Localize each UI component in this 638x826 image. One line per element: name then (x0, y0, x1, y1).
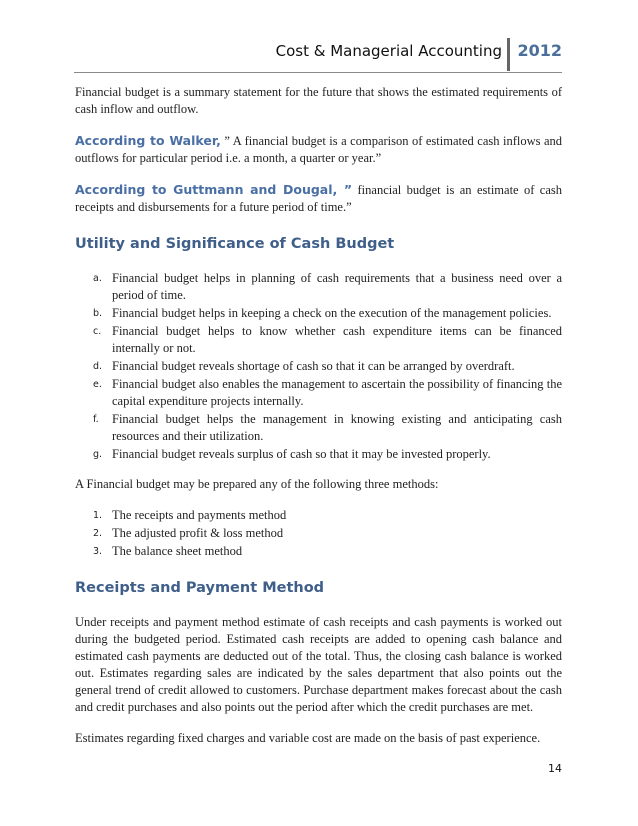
list-item (75, 446, 562, 463)
list-marker: c. (93, 326, 102, 337)
guttmann-text: financial budget is an estimate of cash receipts and disbursements for a future period of time.” (75, 183, 562, 214)
list-item-text: The adjusted profit & loss method (112, 526, 284, 540)
list-item (75, 358, 562, 375)
list-item (75, 543, 562, 560)
list-marker: 3. (93, 546, 103, 557)
page-header (74, 38, 562, 73)
header-title: Cost & Managerial Accounting (275, 42, 502, 60)
list-marker: b. (93, 308, 103, 319)
list-item-text: Financial budget reveals shortage of cash so that it can be arranged by overdraft. (112, 359, 515, 373)
list-marker: a. (93, 273, 102, 284)
page-content (75, 84, 562, 761)
methods-intro: A Financial budget may be prepared any of the following three methods: (75, 477, 439, 491)
methods-list (75, 507, 562, 560)
estimates-paragraph: Estimates regarding fixed charges and variable cost are made on the basis of past experience. (75, 731, 541, 745)
header-year: 2012 (517, 41, 562, 60)
list-item (75, 270, 562, 304)
guttmann-paragraph (75, 181, 562, 216)
list-item-text: The balance sheet method (112, 544, 243, 558)
guttmann-quote: ” (337, 182, 353, 197)
walker-paragraph (75, 132, 562, 167)
list-marker: d. (93, 361, 103, 372)
list-item (75, 323, 562, 357)
list-item-text: Financial budget helps in keeping a check on the execution of the management policies. (112, 306, 552, 320)
list-item (75, 411, 562, 445)
list-item-text: Financial budget helps in planning of cash requirements that a business need over a period of time. (112, 271, 562, 302)
list-item-text: Financial budget helps the management in knowing existing and anticipating cash resources and their utilization. (112, 412, 562, 443)
guttmann-lead: According to Guttmann and Dougal, (75, 182, 338, 197)
list-marker: g. (93, 449, 103, 460)
page-number: 14 (548, 762, 562, 775)
list-item (75, 305, 562, 322)
list-item-text: Financial budget also enables the management to ascertain the possibility of financing the capital expenditure projects internally. (112, 377, 562, 408)
list-marker: 1. (93, 510, 103, 521)
header-divider (507, 38, 510, 71)
walker-text: ” A financial budget is a comparison of estimated cash inflows and outflows for particular period i.e. a month, a quarter or year.” (75, 134, 563, 165)
list-item-text: The receipts and payments method (112, 508, 287, 522)
list-marker: 2. (93, 528, 103, 539)
list-marker: e. (93, 379, 102, 390)
list-item-text: Financial budget reveals surplus of cash so that it may be invested properly. (112, 447, 491, 461)
utility-list (75, 270, 562, 463)
intro-paragraph: Financial budget is a summary statement for the future that shows the estimated requirements of cash inflow and outflow. (75, 85, 562, 116)
list-item (75, 525, 562, 542)
walker-lead: According to Walker, (75, 133, 221, 148)
list-item (75, 376, 562, 410)
list-item (75, 507, 562, 524)
receipts-paragraph: Under receipts and payment method estimate of cash receipts and cash payments is worked out during the budgeted period. Estimated cash receipts are added to opening cash balance and estimated cash payments are deducted out of the total. Thus, the closing cash balance is worked out. Estimates regarding sales are indicated by the sales department that also points out the general trend of credit allowed to customers. Purchase department makes forecast about the cash and credit purchases and also points out the period after which the credit purchases are met. (75, 615, 562, 714)
list-marker: f. (93, 414, 99, 425)
utility-heading: Utility and Significance of Cash Budget (75, 236, 395, 252)
list-item-text: Financial budget helps to know whether cash expenditure items can be financed internally or not. (112, 324, 562, 355)
receipts-heading: Receipts and Payment Method (75, 580, 325, 596)
